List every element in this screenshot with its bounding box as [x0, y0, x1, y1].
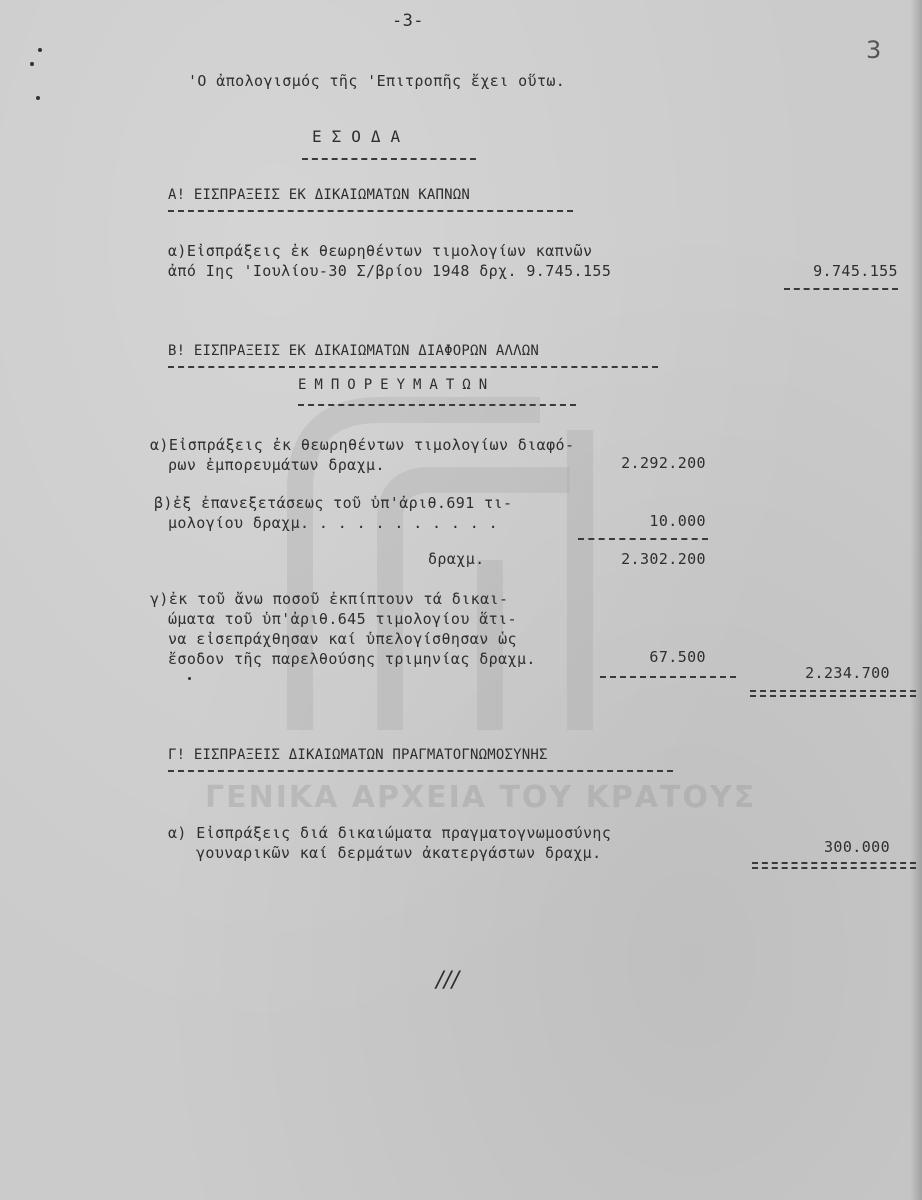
page-edge-shadow: [910, 0, 922, 1200]
section-b-item-c-line1: γ)ἐκ τοῦ ἄνω ποσοῦ ἐκπίπτουν τά δικαι-: [150, 590, 509, 608]
archive-watermark-text: ΓΕΝΙΚΑ ΑΡΧΕΙΑ ΤΟΥ ΚΡΑΤΟΥΣ: [205, 780, 757, 815]
section-a-heading: Α! ΕΙΣΠΡΑΞΕΙΣ ΕΚ ΔΙΚΑΙΩΜΑΤΩΝ ΚΑΠΝΩΝ: [168, 187, 471, 203]
section-b-underline-1: [168, 366, 658, 368]
section-b-subtotal-rule: [578, 538, 708, 540]
ink-speck: [188, 677, 191, 680]
section-a-underline: [168, 210, 573, 212]
section-b-heading-line1: Β! ΕΙΣΠΡΑΞΕΙΣ ΕΚ ΔΙΚΑΙΩΜΑΤΩΝ ΔΙΑΦΟΡΩΝ ΑΛΛΩΝ: [168, 343, 540, 359]
handwritten-page-number: 3: [866, 36, 882, 64]
ink-speck: [30, 62, 34, 66]
section-b-item-c-rule: [600, 676, 736, 678]
intro-line: 'Ο ἀπολογισμός τῆς 'Επιτροπῆς ἔχει οὕτω.: [188, 72, 566, 90]
section-b-item-a-line1: α)Εἰσπράξεις ἐκ θεωρηθέντων τιμολογίων διαφό-: [150, 436, 575, 454]
section-c-item-a-line2: γουναρικῶν καί δερμάτων ἀκατεργάστων δραχμ.: [196, 844, 602, 862]
section-b-item-c-amount: 67.500: [649, 648, 706, 666]
section-b-item-b-amount: 10.000: [649, 512, 706, 530]
ink-speck: [36, 96, 40, 100]
section-a-item-a-line1: α)Εἰσπράξεις ἐκ θεωρηθέντων τιμολογίων καπνῶν: [168, 242, 593, 260]
section-b-subtotal-amount: 2.302.200: [621, 550, 706, 568]
section-b-item-a-line2: ρων ἐμπορευμάτων δραχμ.: [168, 456, 385, 474]
section-b-heading-line2: ΕΜΠΟΡΕΥΜΑΤΩΝ: [298, 377, 496, 393]
section-b-item-b-line2: μολογίου δραχμ. . . . . . . . . . .: [168, 514, 499, 532]
section-c-item-a-line1: α) Εἰσπράξεις διά δικαιώματα πραγματογνωμοσύνης: [168, 824, 612, 842]
section-a-total: 9.745.155: [813, 262, 898, 280]
section-a-item-a-line2: ἀπό Ιης 'Ιουλίου-30 Σ/βρίου 1948 δρχ. 9.745.155: [168, 262, 612, 280]
section-c-heading: Γ! ΕΙΣΠΡΑΞΕΙΣ ΔΙΚΑΙΩΜΑΤΩΝ ΠΡΑΓΜΑΤΟΓΝΩΜΟΣΥΝΗΣ: [168, 747, 548, 763]
section-b-subtotal-label: δραχμ.: [428, 550, 485, 568]
section-c-underline: [168, 770, 673, 772]
archive-emblem-watermark: [240, 370, 660, 770]
section-c-total-double-rule: [752, 862, 916, 864]
title-underline: [302, 158, 476, 160]
ink-speck: [38, 48, 42, 52]
section-b-item-a-amount: 2.292.200: [621, 454, 706, 472]
continuation-mark: ///: [436, 968, 460, 993]
section-b-total-double-rule: [750, 690, 916, 692]
document-title: ΕΣΟΔΑ: [312, 127, 411, 146]
section-b-total: 2.234.700: [805, 664, 890, 682]
section-c-total: 300.000: [823, 838, 890, 856]
page-mark: -3-: [392, 11, 424, 31]
section-b-item-b-line1: β)ἐξ ἐπανεξετάσεως τοῦ ὑπ'ἀριθ.691 τι-: [154, 494, 513, 512]
section-b-item-c-line2: ώματα τοῦ ὑπ'ἀριθ.645 τιμολογίου ἅτι-: [168, 610, 517, 628]
section-b-underline-2: [298, 404, 576, 406]
section-a-total-rule: [784, 288, 898, 290]
section-b-item-c-line3: να εἰσεπράχθησαν καί ὑπελογίσθησαν ὡς: [168, 630, 517, 648]
section-b-item-c-line4: ἔσοδον τῆς παρελθούσης τριμηνίας δραχμ.: [168, 650, 536, 668]
